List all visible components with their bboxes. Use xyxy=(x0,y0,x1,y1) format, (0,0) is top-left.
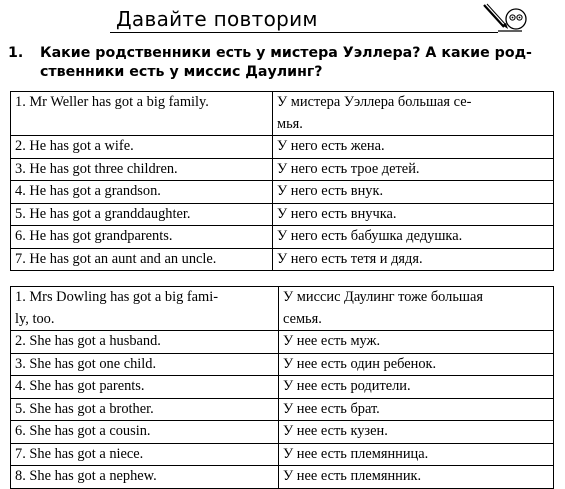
english-sentence-cell xyxy=(11,287,279,331)
cell-text-line: У него есть внучка. xyxy=(277,205,397,222)
cell-text-line: У него есть бабушка дедушка. xyxy=(277,228,463,244)
cell-text-line: У нее есть муж. xyxy=(283,333,381,349)
cell-text-line: 3. She has got one child. xyxy=(15,355,157,372)
english-sentence-cell xyxy=(11,158,273,181)
english-sentence-cell xyxy=(11,443,279,466)
table-row xyxy=(11,421,554,444)
table-row xyxy=(11,376,554,399)
cell-text-line: У нее есть родители. xyxy=(283,378,411,394)
cell-text-line: ly, too. xyxy=(15,310,55,327)
russian-translation-cell xyxy=(273,248,554,271)
cell-text-line: 4. She has got parents. xyxy=(15,378,145,394)
english-sentence-cell xyxy=(11,136,273,159)
table-row xyxy=(11,466,554,489)
table-row xyxy=(11,136,554,159)
russian-translation-cell xyxy=(273,226,554,249)
cell-text-line: У нее есть один ребенок. xyxy=(283,355,437,372)
cell-text-line: 7. He has got an aunt and an uncle. xyxy=(15,250,217,267)
cell-text-line: 5. He has got a granddaughter. xyxy=(15,205,191,222)
russian-translation-cell xyxy=(279,376,554,399)
table-row xyxy=(11,443,554,466)
table-row xyxy=(11,287,554,331)
russian-translation-cell xyxy=(279,421,554,444)
russian-translation-cell xyxy=(273,136,554,159)
table-row xyxy=(11,158,554,181)
cell-text-line: У нее есть племянница. xyxy=(283,445,429,462)
title-underline xyxy=(110,32,498,33)
table-row xyxy=(11,353,554,376)
cell-text-line: У него есть тетя и дядя. xyxy=(277,250,423,267)
table-row xyxy=(11,203,554,226)
english-sentence-cell xyxy=(11,421,279,444)
table-row xyxy=(11,92,554,136)
dowling-table-body xyxy=(11,287,554,489)
russian-translation-cell xyxy=(279,287,554,331)
page-header xyxy=(0,0,565,40)
table-row xyxy=(11,331,554,354)
cell-text-line: У него есть жена. xyxy=(277,138,385,154)
english-sentence-cell xyxy=(11,376,279,399)
cell-text-line: 8. She has got a nephew. xyxy=(15,468,157,484)
cell-text-line: 2. He has got a wife. xyxy=(15,138,134,154)
english-sentence-cell xyxy=(11,353,279,376)
english-sentence-cell xyxy=(11,248,273,271)
question-line: ственники есть у миссис Даулинг? xyxy=(40,64,323,80)
russian-translation-cell xyxy=(273,158,554,181)
question-line: Какие родственники есть у мистера Уэллера? А какие род- xyxy=(40,45,532,61)
cell-text-line: У миссис Даулинг тоже большая xyxy=(283,289,484,305)
cell-text-line: 1. Mr Weller has got a big family. xyxy=(15,94,209,110)
cell-text-line: 6. She has got a cousin. xyxy=(15,423,151,439)
question-text xyxy=(40,44,558,82)
english-sentence-cell xyxy=(11,226,273,249)
russian-translation-cell xyxy=(279,353,554,376)
russian-translation-cell xyxy=(273,92,554,136)
cell-text-line: У нее есть племянник. xyxy=(283,468,422,484)
russian-translation-cell xyxy=(279,466,554,489)
english-sentence-cell xyxy=(11,203,273,226)
russian-translation-cell xyxy=(273,181,554,204)
table-row xyxy=(11,248,554,271)
question-number: 1. xyxy=(8,45,24,61)
russian-translation-cell xyxy=(279,398,554,421)
cell-text-line: У него есть трое детей. xyxy=(277,160,420,177)
russian-translation-cell xyxy=(279,331,554,354)
cell-text-line: 1. Mrs Dowling has got a big fami- xyxy=(15,289,219,305)
russian-translation-cell xyxy=(279,443,554,466)
table-row xyxy=(11,181,554,204)
cell-text-line: семья. xyxy=(283,310,322,327)
cell-text-line: У нее есть кузен. xyxy=(283,423,388,439)
cell-text-line: 4. He has got a grandson. xyxy=(15,183,161,199)
cell-text-line: 5. She has got a brother. xyxy=(15,400,154,417)
cell-text-line: 6. He has got grandparents. xyxy=(15,228,173,244)
page-title: Давайте повторим xyxy=(116,7,318,31)
table-row xyxy=(11,398,554,421)
weller-table-body xyxy=(11,92,554,271)
english-sentence-cell xyxy=(11,466,279,489)
cell-text-line: 2. She has got a husband. xyxy=(15,333,161,349)
cell-text-line: 7. She has got a niece. xyxy=(15,445,144,462)
dowling-family-table xyxy=(10,286,554,489)
english-sentence-cell xyxy=(11,92,273,136)
cell-text-line: 3. He has got three children. xyxy=(15,160,178,177)
english-sentence-cell xyxy=(11,181,273,204)
cell-text-line: мья. xyxy=(277,115,303,132)
english-sentence-cell xyxy=(11,331,279,354)
weller-family-table xyxy=(10,91,554,271)
table-row xyxy=(11,226,554,249)
pencil-and-face-icon xyxy=(478,2,530,36)
english-sentence-cell xyxy=(11,398,279,421)
russian-translation-cell xyxy=(273,203,554,226)
cell-text-line: У нее есть брат. xyxy=(283,400,380,417)
cell-text-line: У него есть внук. xyxy=(277,183,384,199)
cell-text-line: У мистера Уэллера большая се- xyxy=(277,94,472,110)
